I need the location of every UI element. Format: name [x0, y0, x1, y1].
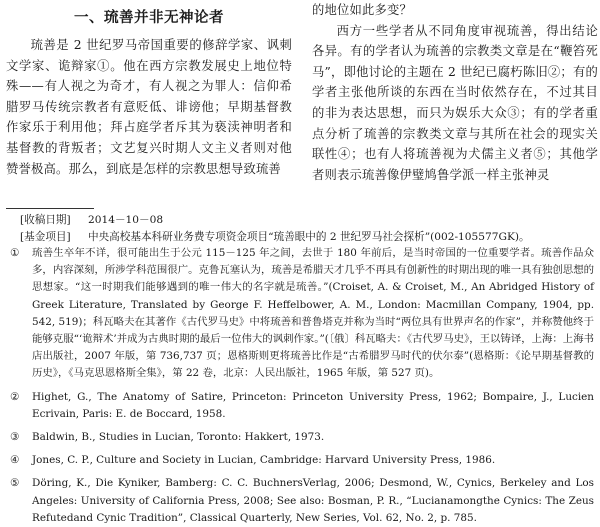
- footnote-number: ②: [10, 390, 20, 403]
- received-label: [收稿日期]: [20, 214, 71, 226]
- footnotes: [6, 245, 594, 527]
- fund-value: 中央高校基本科研业务费专项资金项目“琉善眼中的 2 世纪罗马社会探析”(002-105577GK)。: [88, 231, 530, 243]
- fund-row: [20, 229, 594, 246]
- footnote-text: Baldwin, B., Studies in Lucian, Toronto: Hakkert, 1973.: [32, 431, 325, 444]
- left-paragraph: 琉善是 2 世纪罗马帝国重要的修辞学家、讽刺文学家、诡辩家①。他在西方宗教发展史上地位特殊——有人视之为奇才，有人视之为罪人：信仰希腊罗马传统宗教者有意贬低、诽谤他；早期基督教作家乐于利用他；拜占庭学者斥其为亵渎神明者和基督教的背叛者；文艺复兴时期人文主义者则对他赞誉极高。那么，到底是怎样的宗教思想导致琉善: [6, 38, 292, 176]
- right-paragraph: 西方一些学者从不同角度审视琉善，得出结论各异。有的学者认为琉善的宗教类文章是在“鞭笞死马”，即他讨论的主题在 2 世纪已腐朽陈旧②；有的学者主张他所谈的东西在当时依然存在，不过其目的非为表达思想，而只为娱乐大众③；有的学者重点分析了琉善的宗教类文章与其所在社会的现实关联性④；也有人将琉善视为犬儒主义者⑤；其他学者则表示琉善像伊璧鸠鲁学派一样主张神灵: [312, 23, 598, 182]
- footnote-number: ③: [10, 431, 20, 444]
- footnote-separator: [6, 208, 94, 209]
- right-column: [312, 0, 598, 185]
- fund-label: [基金项目]: [20, 231, 71, 243]
- footnote: [6, 245, 594, 383]
- footnote-number: ①: [10, 247, 20, 259]
- article-meta: [20, 212, 594, 246]
- footnote-text: Döring, K., Die Kyniker, Bamberg: C. C. BuchnersVerlag, 2006; Desmond, W., Cynics, Berkeley and Los Angeles: University of California Press, 2008; See also: Bosman, P. R., “Lucianamongthe Cynics: The Zeus Refutedand Cynic Tradition”, Classical Quarterly, New Series, Vol. 62, No. 2, p. 785.: [32, 477, 594, 524]
- footnote-text: 琉善生卒年不详，很可能出生于公元 115－125 年之间，去世于 180 年前后，是当时帝国的一位重要学者。琉善作品众多，内容深刻，所涉学科范围很广。克鲁瓦塞认为，琉善是希腊天才几乎不再具有创新性的时期出现的唯一具有独创思想的思想家。“这一时期我们能够遇到的唯一伟大的名字就是琉善。”(Croiset, A. & Croiset, M., An Abridged History of Greek Literature, Translated by George F. Heffelbower, A. M., London: Macmillan Company, 1904, pp. 542, 519)；科瓦略夫在其著作《古代罗马史》中将琉善和普鲁塔克并称为当时“两位具有世界声名的作家”，并称赞他终于能够克服“‘诡辩术’并成为古典时期的最后一位伟大的讽刺作家。”(〔俄〕科瓦略夫：《古代罗马史》，王以铸译，上海：上海书店出版社，2007 年版，第 736,737 页；恩格斯则更将琉善比作是“古希腊罗马时代的伏尔泰”(恩格斯：《论早期基督教的历史》，《马克思恩格斯全集》，第 22 卷，北京：人民出版社，1965 年版，第 527 页)。: [32, 247, 594, 380]
- footnote: [6, 429, 594, 446]
- footnote: [6, 475, 594, 527]
- footnote: [6, 389, 594, 423]
- left-column: [6, 0, 292, 179]
- received-date-row: [20, 212, 594, 229]
- footnote-number: ④: [10, 454, 20, 467]
- right-continuation: 的地位如此多变？: [312, 3, 412, 17]
- footnote: [6, 452, 594, 469]
- received-value: 2014－10－08: [88, 214, 164, 226]
- section-title: 一、琉善并非无神论者: [74, 10, 224, 26]
- footnote-text: Highet, G., The Anatomy of Satire, Princeton: Princeton University Press, 1962; Bompaire, J., Lucien Ecrivain, Paris: E. de Boccard, 1958.: [32, 390, 594, 420]
- footnote-number: ⑤: [10, 477, 20, 490]
- footnote-text: Jones, C. P., Culture and Society in Lucian, Cambridge: Harvard University Press, 1986.: [32, 454, 496, 467]
